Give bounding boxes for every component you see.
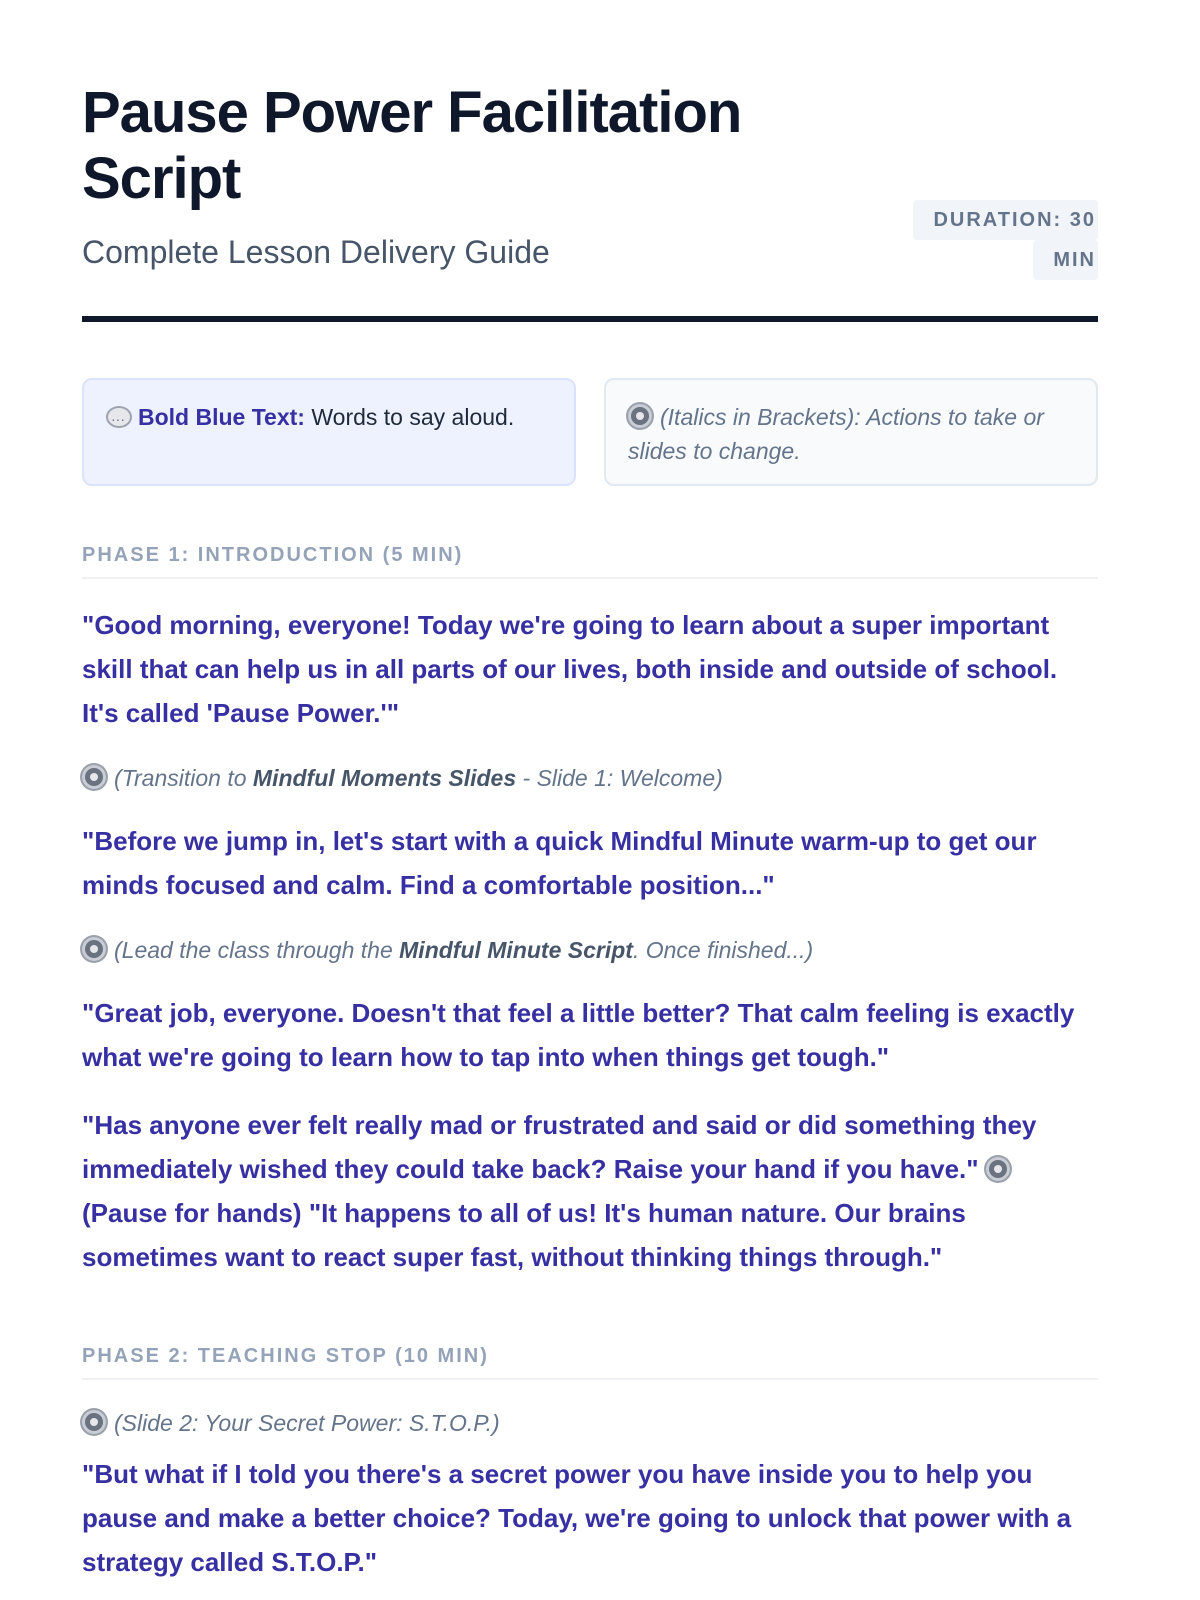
- gear-icon: [628, 404, 652, 428]
- action-text: (Slide 2: Your Secret Power: S.T.O.P.): [114, 1410, 500, 1436]
- page-title: Pause Power Facilitation Script: [82, 80, 742, 211]
- gear-icon: [82, 765, 106, 789]
- legend-speech-description: Words to say aloud.: [304, 404, 515, 430]
- header-divider: [82, 316, 1098, 322]
- action-text: (Lead the class through the: [114, 937, 400, 963]
- speech-line: "Great job, everyone. Doesn't that feel a little better? That calm feeling is exactly what we're going to learn how to tap into when things get tough.": [82, 998, 1075, 1072]
- phase-2: [82, 1345, 1098, 1584]
- action-emphasis: Mindful Minute Script: [399, 937, 633, 963]
- gear-icon: [82, 937, 106, 961]
- speech-text: "Has anyone ever felt really mad or frustrated and said or did something they immediately wished they could take back? Raise your hand if you have.": [82, 1110, 1037, 1184]
- action-line: [82, 933, 1098, 967]
- action-text: . Once finished...): [632, 937, 814, 963]
- speech-line: "But what if I told you there's a secret power you have inside you to help you pause and make a better choice? Today, we're going to unlock that power with a strategy called S.T.O.P.": [82, 1459, 1072, 1577]
- legend-speech-key: Bold Blue Text:: [138, 404, 305, 430]
- legend-speech-box: [82, 378, 576, 486]
- legend: [82, 378, 1098, 488]
- duration-badge: [908, 200, 1098, 280]
- legend-action-text: (Italics in Brackets): Actions to take or slides to change.: [628, 404, 1044, 464]
- action-text: - Slide 1: Welcome): [516, 765, 723, 791]
- phase-1: [82, 544, 1098, 1279]
- phase-1-title: PHASE 1: INTRODUCTION (5 MIN): [82, 544, 1098, 579]
- phase-2-title: PHASE 2: TEACHING STOP (10 MIN): [82, 1345, 1098, 1380]
- inline-action-text: (Pause for hands): [82, 1198, 302, 1228]
- action-line: [82, 1406, 1098, 1440]
- speech-text: "It happens to all of us! It's human nature. Our brains sometimes want to react super fast, without thinking things through.": [82, 1198, 966, 1272]
- gear-icon: [82, 1410, 106, 1434]
- speech-line: "Before we jump in, let's start with a quick Mindful Minute warm-up to get our minds focused and calm. Find a comfortable position...": [82, 826, 1037, 900]
- action-text: (Transition to: [114, 765, 253, 791]
- header: [82, 0, 1098, 322]
- speech-line: [82, 1103, 1098, 1279]
- speech-line: "Good morning, everyone! Today we're going to learn about a super important skill that can help us in all parts of our lives, both inside and outside of school. It's called 'Pause Power.'": [82, 610, 1058, 728]
- action-emphasis: Mindful Moments Slides: [252, 765, 517, 791]
- action-line: [82, 761, 1098, 795]
- duration-badge-text: DURATION: 30 MIN: [913, 200, 1098, 280]
- page-subtitle: Complete Lesson Delivery Guide: [82, 234, 550, 270]
- speech-bubble-icon: [106, 406, 132, 428]
- gear-icon: [986, 1157, 1010, 1181]
- legend-action-box: [604, 378, 1098, 486]
